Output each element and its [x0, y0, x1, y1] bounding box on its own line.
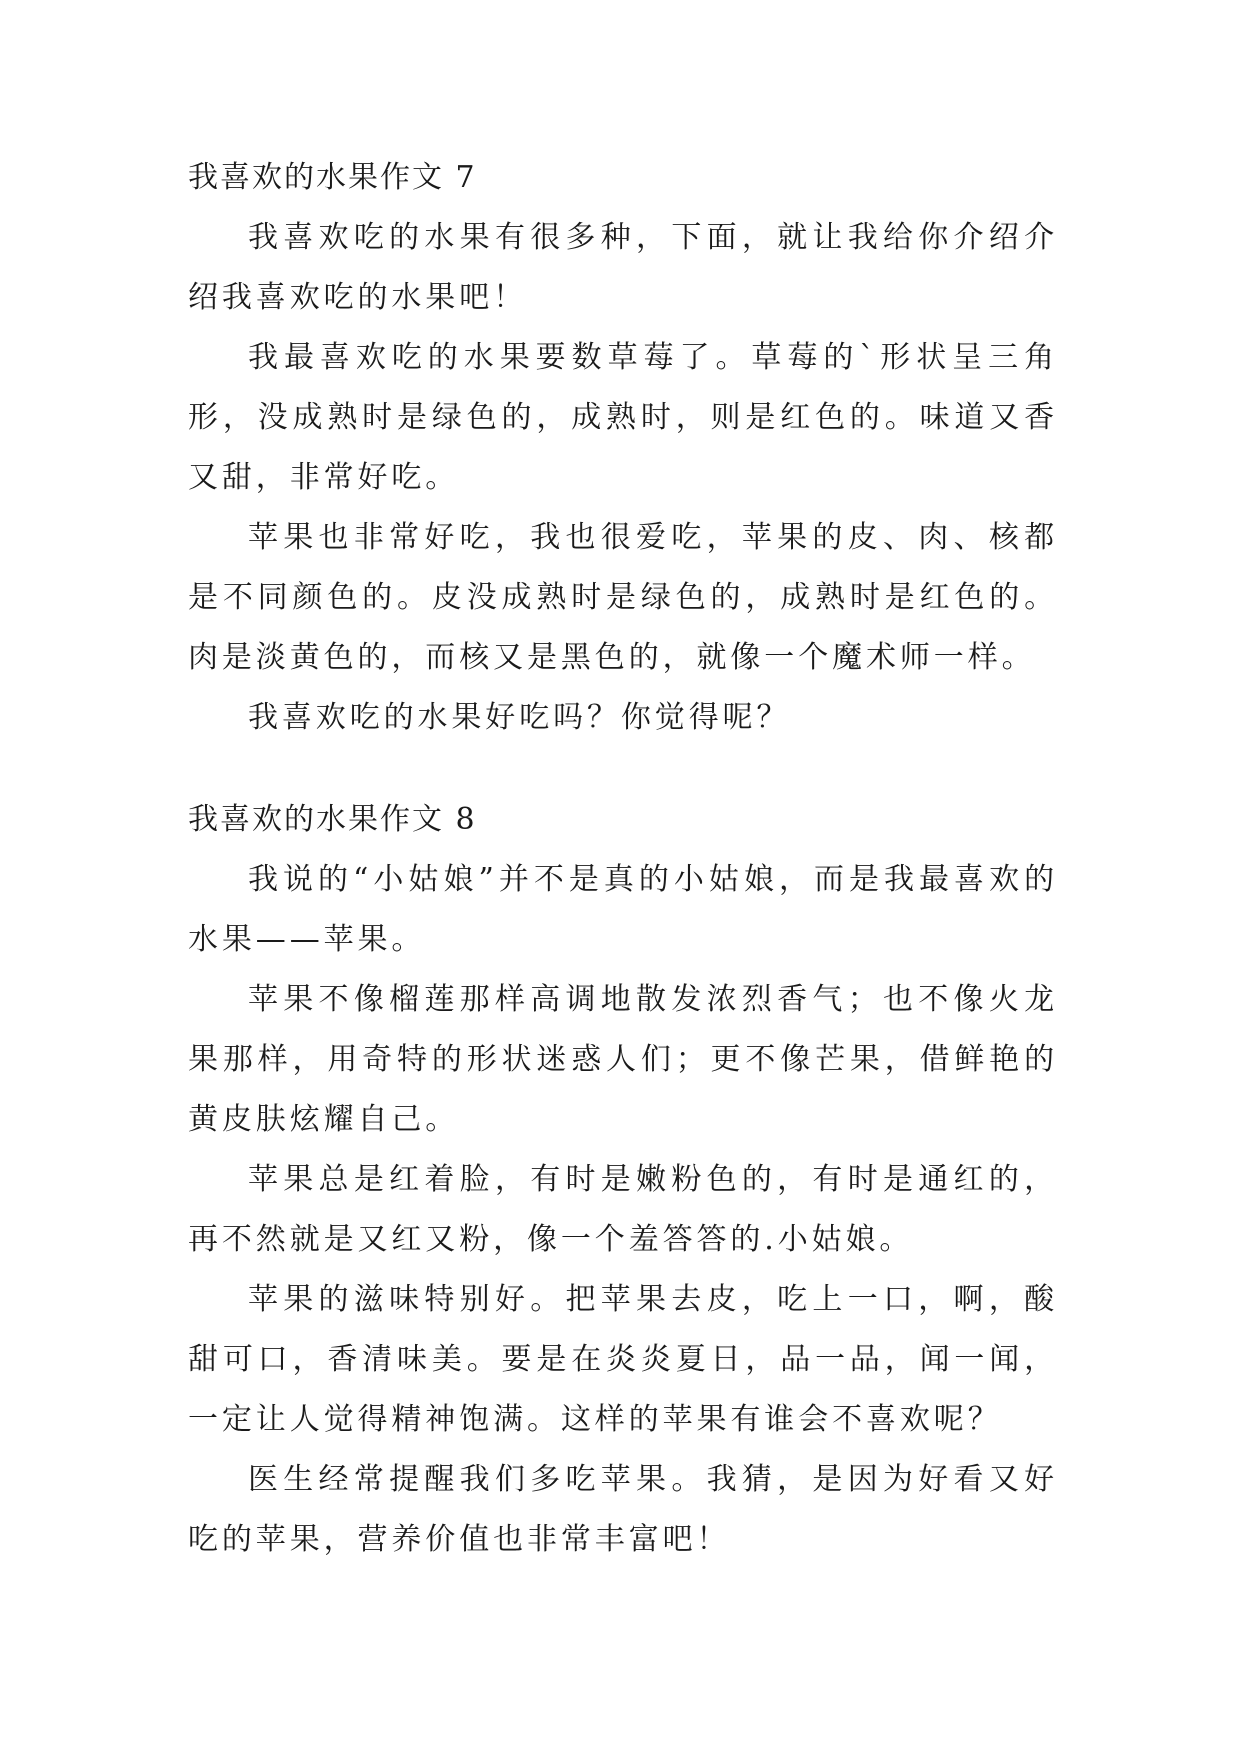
essay-8: [188, 790, 1058, 1570]
essay-paragraph: 苹果的滋味特别好。把苹果去皮，吃上一口，啊，酸甜可口，香清味美。要是在炎炎夏日，品一品，闻一闻，一定让人觉得精神饱满。这样的苹果有谁会不喜欢呢？: [188, 1282, 1058, 1437]
essay-paragraph: 我喜欢吃的水果有很多种，下面，就让我给你介绍介绍我喜欢吃的水果吧！: [188, 220, 1058, 315]
essay-paragraph: 医生经常提醒我们多吃苹果。我猜，是因为好看又好吃的苹果，营养价值也非常丰富吧！: [188, 1462, 1058, 1557]
essay-paragraph: 我说的“小姑娘”并不是真的小姑娘，而是我最喜欢的水果——苹果。: [188, 862, 1058, 957]
essay-paragraph: 我喜欢吃的水果好吃吗？你觉得呢？: [248, 700, 791, 735]
essay-paragraph: 苹果总是红着脸，有时是嫩粉色的，有时是通红的，再不然就是又红又粉，像一个羞答答的.小姑娘。: [188, 1162, 1058, 1257]
essay-paragraph: 苹果也非常好吃，我也很爱吃，苹果的皮、肉、核都是不同颜色的。皮没成熟时是绿色的，成熟时是红色的。肉是淡黄色的，而核又是黑色的，就像一个魔术师一样。: [188, 520, 1058, 675]
essay-7: [188, 148, 1058, 748]
essay-title: 我喜欢的水果作文 7: [188, 160, 477, 195]
essay-paragraph: 苹果不像榴莲那样高调地散发浓烈香气；也不像火龙果那样，用奇特的形状迷惑人们；更不像芒果，借鲜艳的黄皮肤炫耀自己。: [188, 982, 1058, 1137]
essay-title: 我喜欢的水果作文 8: [188, 802, 477, 837]
essay-paragraph: 我最喜欢吃的水果要数草莓了。草莓的`形状呈三角形，没成熟时是绿色的，成熟时，则是红色的。味道又香又甜，非常好吃。: [188, 340, 1058, 495]
